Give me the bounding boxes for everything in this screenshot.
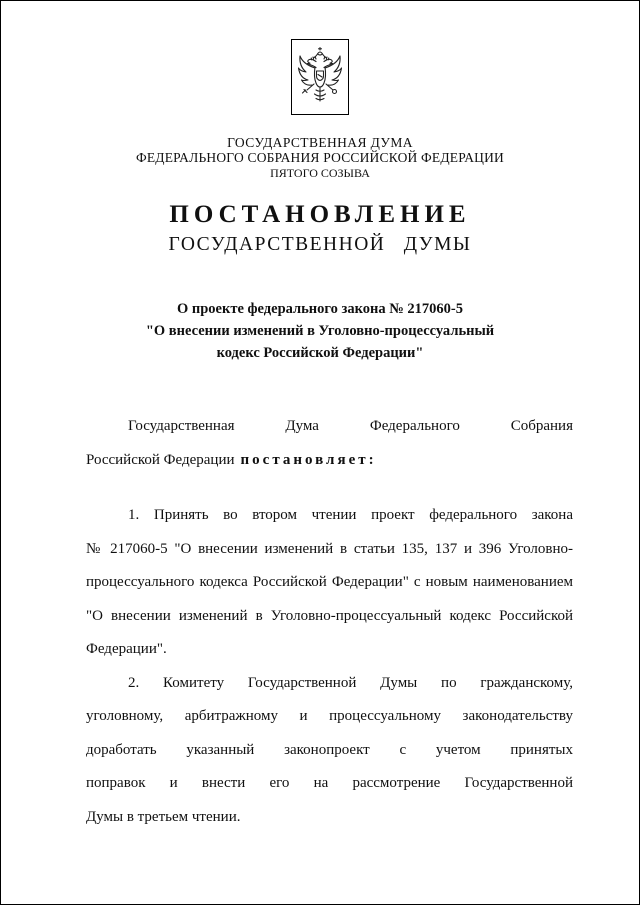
title-main: ПОСТАНОВЛЕНИЕ bbox=[169, 201, 471, 228]
body-line: Думы в третьем чтении. bbox=[86, 808, 241, 825]
subject-line: кодекс Российской Федерации" bbox=[216, 345, 424, 361]
body-line: уголовному, арбитражному и процессуальному законодательству bbox=[86, 708, 573, 724]
intro-text: Российской Федерации bbox=[86, 451, 235, 468]
body-line: поправок и внести его на рассмотрение Государственной bbox=[86, 775, 573, 791]
body-line: Государственная Дума Федерального Собрания bbox=[128, 418, 573, 434]
body-line: Федерации". bbox=[86, 641, 167, 657]
header-assembly: ФЕДЕРАЛЬНОГО СОБРАНИЯ РОССИЙСКОЙ ФЕДЕРАЦИИ bbox=[136, 150, 504, 165]
intro-paragraph bbox=[86, 410, 573, 477]
title-sub: ГОСУДАРСТВЕННОЙ ДУМЫ bbox=[168, 234, 472, 255]
document-header bbox=[1, 135, 639, 181]
russian-coat-of-arms-icon bbox=[297, 46, 343, 108]
subject-line: О проекте федерального закона № 217060-5 bbox=[176, 301, 464, 317]
body-line: 1. Принять во втором чтении проект федерального закона bbox=[128, 507, 573, 523]
body-line: 2. Комитету Государственной Думы по гражданскому, bbox=[128, 674, 573, 691]
body-line: № 217060-5 "О внесении изменений в статьи 135, 137 и 396 Уголовно- bbox=[86, 540, 573, 557]
body-line: доработать указанный законопроект с учетом принятых bbox=[86, 741, 573, 758]
subject-line: "О внесении изменений в Уголовно-процессуальный bbox=[145, 323, 495, 339]
body-line: процессуального кодекса Российской Федерации" с новым наименованием bbox=[86, 574, 573, 590]
paragraph-2 bbox=[86, 667, 573, 835]
document-subject bbox=[1, 298, 639, 364]
document-title bbox=[1, 201, 639, 256]
coat-of-arms-box bbox=[291, 39, 349, 115]
header-institution: ГОСУДАРСТВЕННАЯ ДУМА bbox=[227, 135, 413, 150]
body-line: "О внесении изменений в Уголовно-процессуальный кодекс Российской bbox=[86, 607, 573, 624]
document-body bbox=[86, 410, 573, 834]
body-line bbox=[86, 444, 573, 478]
header-convocation: ПЯТОГО СОЗЫВА bbox=[270, 166, 370, 180]
intro-keyword: постановляет: bbox=[240, 451, 377, 468]
paragraph-1 bbox=[86, 499, 573, 667]
